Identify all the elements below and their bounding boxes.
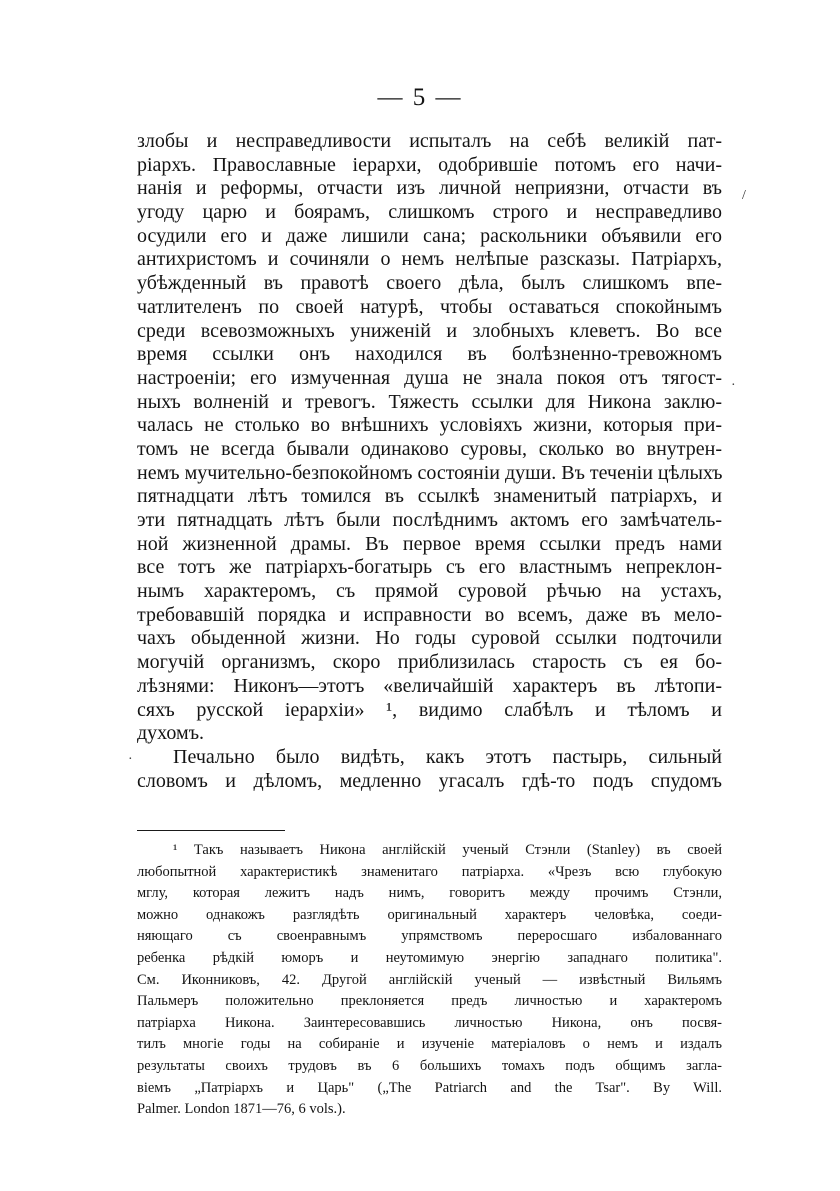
margin-mark: /: [742, 188, 746, 203]
text-line: угоду царю и боярамъ, слишкомъ строго и несправедливо: [137, 201, 722, 224]
text-line: среди всевозможныхъ униженій и злобныхъ клеветъ. Во все: [137, 319, 722, 342]
margin-mark: ·: [731, 378, 736, 393]
footnote-line: тилъ многіе годы на собираніе и изученіе матеріаловъ о немъ и издалъ: [137, 1036, 722, 1053]
text-line: Печально было видѣть, какъ этотъ пастырь, сильный: [173, 745, 722, 768]
text-line: чатлителенъ по своей натурѣ, чтобы оставаться спокойнымъ: [137, 295, 722, 318]
text-line: все тотъ же патріархъ-богатырь съ его властнымъ непреклон-: [137, 556, 722, 579]
page-number: — 5 —: [377, 84, 463, 111]
text-line: словомъ и дѣломъ, медленно угасалъ гдѣ-то подъ спудомъ: [137, 769, 722, 792]
text-line: требовавшій порядка и исправности во всемъ, даже въ мело-: [137, 603, 722, 626]
footnote-line: няющаго съ своенравнымъ упрямствомъ переросшаго избалованнаго: [137, 928, 722, 945]
text-line: лѣзнями: Никонъ—этотъ «величайшій характеръ въ лѣтопи-: [137, 674, 722, 697]
footnote-divider: [137, 830, 285, 831]
text-line: эти пятнадцать лѣтъ были послѣднимъ актомъ его замѣчатель-: [137, 509, 722, 531]
text-line: сяхъ русской іерархіи» ¹, видимо слабѣлъ и тѣломъ и: [137, 698, 722, 721]
footnote-line: любопытной характеристикѣ знаменитаго патріарха. «Чрезъ всю глубокую: [137, 863, 722, 880]
footnote-line: мглу, которая лежитъ надъ нимъ, говоритъ между прочимъ Стэнли,: [137, 885, 722, 902]
footnote-line: можно однакожъ разглядѣть оригинальный характеръ человѣка, соеди-: [137, 906, 722, 923]
text-line: чалась не столько во внѣшнихъ условіяхъ жизни, которыя при-: [137, 414, 722, 437]
text-line: томъ не всегда бывали одинаково суровы, сколько во внутрен-: [137, 437, 722, 460]
text-line: могучій организмъ, скоро приблизилась старость съ ея бо-: [137, 651, 722, 674]
text-line: антихристомъ и сочиняли о немъ нелѣпые разсказы. Патріархъ,: [137, 248, 722, 271]
footnote-line: патріарха Никона. Заинтересовавшись личностью Никона, онъ посвя-: [137, 1014, 722, 1031]
footnote: [137, 840, 722, 1121]
footnote-line: результаты своихъ трудовъ въ 6 большихъ томахъ подъ общимъ загла-: [137, 1057, 722, 1074]
text-line: нымъ характеромъ, съ прямой суровой рѣчью на устахъ,: [137, 580, 722, 603]
footnote-line: віемъ „Патріархъ и Царь" („The Patriarch and the Tsar". By Will.: [137, 1079, 722, 1096]
text-line: осудили его и даже лишили сана; раскольники объявили его: [137, 224, 722, 247]
footnote-line: ребенка рѣдкій юморъ и неутомимую энергію западнаго политика".: [137, 949, 722, 966]
text-line: ріархъ. Православные іерархи, одобрившіе потомъ его начи-: [137, 153, 722, 176]
text-line: злобы и несправедливости испыталъ на себѣ великій пат-: [137, 130, 722, 152]
text-line: ной жизненной драмы. Въ первое время ссылки предъ нами: [137, 532, 722, 555]
footnote-line: Palmer. London 1871—76, 6 vols.).: [137, 1101, 346, 1118]
footnote-line: Пальмеръ положительно преклоняется предъ личностью и характеромъ: [137, 993, 722, 1010]
text-line: нанія и реформы, отчасти изъ личной неприязни, отчасти въ: [137, 177, 722, 200]
text-line: духомъ.: [137, 722, 205, 745]
footnote-line: ¹ Такъ называетъ Никона англійскій ученый Стэнли (Stanley) въ своей: [173, 842, 722, 858]
footnote-line: См. Иконниковъ, 42. Другой англійскій ученый — извѣстный Вильямъ: [137, 971, 722, 988]
text-line: пятнадцати лѣтъ томился въ ссылкѣ знаменитый патріархъ, и: [137, 485, 722, 508]
text-line: немъ мучительно-безпокойномъ состояніи души. Въ теченіи цѣлыхъ: [137, 461, 722, 484]
text-line: чахъ обыденной жизни. Но годы суровой ссылки подточили: [137, 627, 722, 650]
main-text: [137, 130, 722, 793]
text-line: убѣжденный въ правотѣ своего дѣла, былъ слишкомъ впе-: [137, 272, 722, 295]
margin-mark: ·: [128, 752, 133, 767]
text-line: настроеніи; его измученная душа не знала покоя отъ тягост-: [137, 366, 722, 389]
text-line: ныхъ волненій и тревогъ. Тяжесть ссылки для Никона заклю-: [137, 390, 722, 413]
text-line: время ссылки онъ находился въ болѣзненно-тревожномъ: [137, 343, 722, 366]
